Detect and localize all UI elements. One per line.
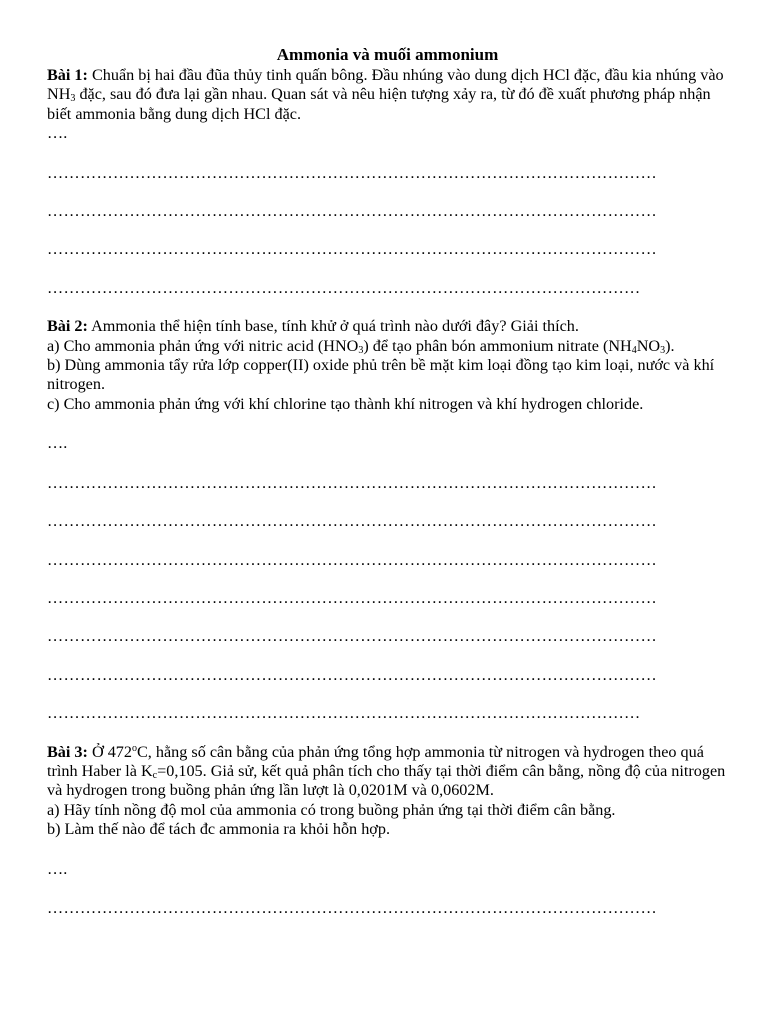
question-2-option-a [47,337,728,356]
question-1 [47,66,728,298]
answer-line[interactable]: ………………………………………………………………………………………………… [47,202,658,221]
question-3-text: =0,105. Giả sử, kết quả phân tích cho thấy tại thời điểm cân bằng, nồng độ của nitrogen và hydrogen trong buồng phản ứng lần lượt là 0,0201M và 0,0602M. [47,761,726,800]
option-a-text: a) Cho ammonia phản ứng với nitric acid (HNO [47,336,359,355]
question-3 [47,743,728,919]
answer-line[interactable]: ………………………………………………………………………………………………… [47,473,658,492]
answer-line[interactable]: ………………………………………………………………………………………………… [47,512,658,531]
question-3-prompt [47,743,728,801]
question-1-prompt [47,66,728,124]
question-1-label: Bài 1: [47,66,88,84]
answer-line[interactable]: ………………………………………………………………………………………………… [47,665,658,684]
question-2-option-b: b) Dùng ammonia tẩy rửa lớp copper(II) oxide phủ trên bề mặt kim loại đồng tạo kim loại, nước và khí nitrogen. [47,356,715,394]
question-3-part-b: b) Làm thế nào để tách đc ammonia ra khỏi hỗn hợp. [47,820,390,839]
question-1-subscript: 3 [70,93,76,105]
option-a-subscript: 4 [631,344,637,356]
page-title: Ammonia và muối ammonium [276,45,499,64]
degree-superscript: o [132,742,137,754]
question-2-intro: Ammonia thể hiện tính base, tính khử ở quá trình nào dưới đây? Giải thích. [87,317,579,336]
answer-line[interactable]: ………………………………………………………………………………………………… [47,588,658,607]
question-1-ellipsis: …. [47,124,68,143]
option-a-text: ). [665,336,675,355]
question-1-text: Chuẩn bị hai đầu đũa thủy tinh quấn bông. Đầu nhúng vào dung dịch HCl đặc, đầu kia nhúng vào NH [47,66,724,104]
question-2 [47,317,728,723]
question-2-option-c: c) Cho ammonia phản ứng với khí chlorine tạo thành khí nitrogen và khí hydrogen chloride. [47,394,644,413]
question-2-prompt [47,317,728,336]
option-a-text: ) để tạo phân bón ammonium nitrate (NH [363,336,632,355]
question-1-text-continued: đặc, sau đó đưa lại gần nhau. Quan sát và nêu hiện tượng xảy ra, từ đó đề xuất phương pháp nhận biết ammonia bằng dung dịch HCl đặc. [47,85,711,123]
answer-line[interactable]: ……………………………………………………………………………………………… [47,704,641,723]
kc-subscript: c [152,769,158,781]
answer-line[interactable]: ………………………………………………………………………………………………… [47,240,658,259]
option-a-subscript: 3 [358,344,364,356]
question-3-ellipsis: …. [47,859,68,878]
option-a-text: NO [636,336,661,355]
answer-line[interactable]: ………………………………………………………………………………………………… [47,898,658,917]
question-2-ellipsis: …. [47,434,68,453]
answer-line[interactable]: ……………………………………………………………………………………………… [47,278,641,297]
question-3-text: C, hằng số cân bằng của phản ứng tổng hợp ammonia từ nitrogen và hydrogen theo quá trình Haber là K [47,742,704,780]
option-a-subscript: 3 [660,344,666,356]
question-3-part-a: a) Hãy tính nồng độ mol của ammonia có trong buồng phản ứng tại thời điểm cân bằng. [47,800,616,819]
answer-line[interactable]: ………………………………………………………………………………………………… [47,163,658,182]
answer-line[interactable]: ………………………………………………………………………………………………… [47,627,658,646]
question-3-text: Ở 472 [87,742,132,761]
answer-line[interactable]: ………………………………………………………………………………………………… [47,550,658,569]
question-2-label: Bài 2: [47,317,88,336]
question-3-label: Bài 3: [47,742,88,761]
